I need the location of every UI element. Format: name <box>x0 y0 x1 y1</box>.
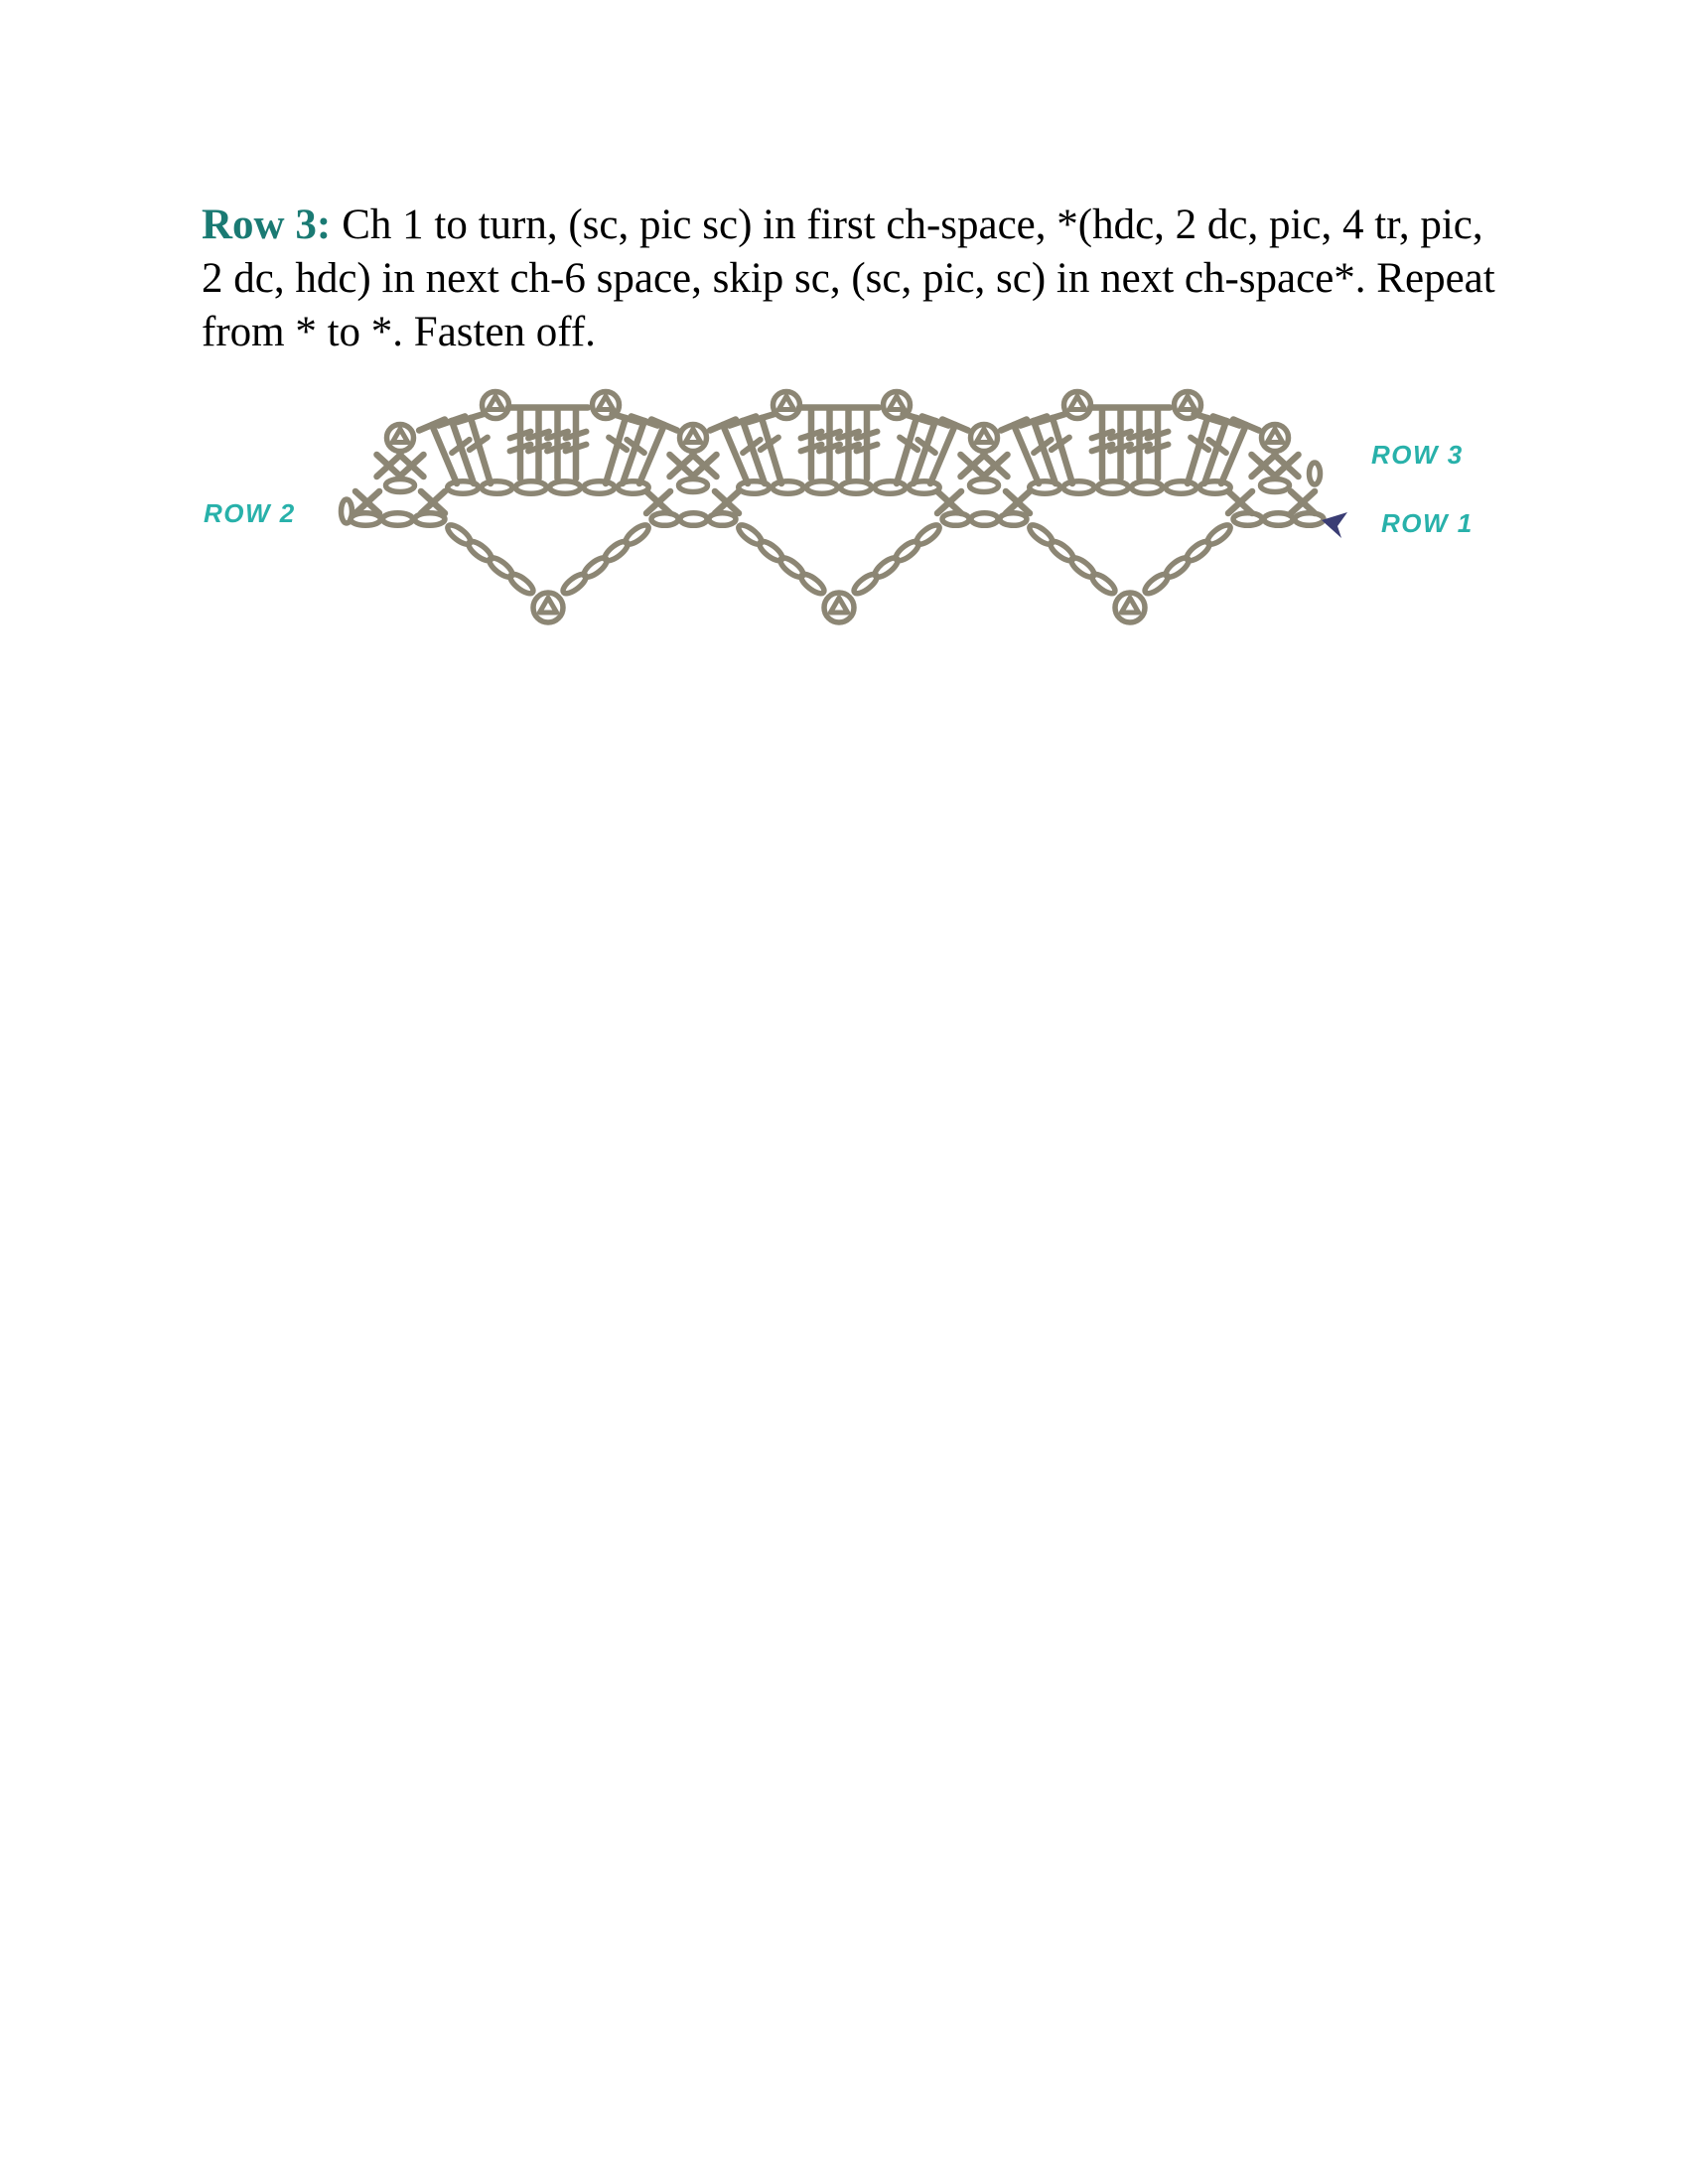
picot-icon <box>387 425 414 452</box>
chain-icon <box>1089 571 1118 597</box>
chain-icon <box>1261 479 1290 492</box>
row-heading: Row 3: <box>202 202 332 248</box>
sc-icon <box>400 455 424 477</box>
picot-icon <box>533 593 563 622</box>
picot-icon <box>971 425 998 452</box>
row1-label: ROW 1 <box>1381 508 1474 538</box>
picot-icon <box>593 392 620 419</box>
chain-icon <box>1295 513 1324 526</box>
chain-icon <box>515 481 546 494</box>
chain-icon <box>970 479 999 492</box>
picot-icon <box>884 392 911 419</box>
chain-icon <box>507 571 536 597</box>
picot-icon <box>1262 425 1289 452</box>
chain-icon <box>1142 571 1171 597</box>
chain-icon <box>382 513 412 526</box>
chain-icon <box>386 479 415 492</box>
chain-icon <box>1097 481 1128 494</box>
chain-icon <box>1166 481 1196 494</box>
sc-icon <box>421 491 445 513</box>
chain-icon <box>851 571 880 597</box>
sc-icon <box>937 491 961 513</box>
sc-icon <box>715 491 739 513</box>
chain-icon <box>584 481 615 494</box>
sc-icon <box>670 455 694 477</box>
chain-icon <box>875 481 906 494</box>
tr-icon <box>510 408 531 478</box>
chain-icon <box>680 513 707 526</box>
sc-icon <box>693 455 717 477</box>
picot-icon <box>1064 392 1091 419</box>
instruction-line-1-text: Ch 1 to turn, (sc, pic sc) in first ch-space, *(hdc, 2 dc, pic, 4 tr, pic, <box>342 202 1483 248</box>
sc-icon <box>961 455 985 477</box>
sc-icon <box>646 491 670 513</box>
sc-icon <box>1006 491 1030 513</box>
chain-icon <box>550 481 581 494</box>
row2-label: ROW 2 <box>204 498 296 528</box>
chain-icon <box>806 481 837 494</box>
picot-icon <box>1175 392 1201 419</box>
chain-icon <box>971 513 998 526</box>
sc-icon <box>984 455 1008 477</box>
tr-icon <box>1092 408 1113 478</box>
chain-icon <box>651 513 678 526</box>
sc-icon <box>1291 491 1315 513</box>
sc-icon <box>1275 455 1299 477</box>
chain-icon <box>482 481 512 494</box>
chain-icon <box>1063 481 1094 494</box>
chain-icon <box>798 571 827 597</box>
chain-icon <box>942 513 969 526</box>
sc-icon <box>1228 491 1252 513</box>
sc-icon <box>377 455 401 477</box>
instruction-line-2: 2 dc, hdc) in next ch-6 space, skip sc, (sc, pic, sc) in next ch-space*. Repeat <box>202 255 1495 302</box>
sc-icon <box>355 491 379 513</box>
picot-icon <box>483 392 509 419</box>
row3-label: ROW 3 <box>1371 440 1464 470</box>
chain-icon <box>1132 481 1163 494</box>
picot-icon <box>774 392 800 419</box>
row1-arrow-icon <box>1322 512 1347 538</box>
picot-icon <box>680 425 707 452</box>
sc-icon <box>1252 455 1276 477</box>
chain-icon <box>560 571 589 597</box>
chain-icon <box>1310 463 1321 484</box>
tr-icon <box>801 408 822 478</box>
chain-icon <box>679 479 708 492</box>
instruction-line-3: from * to *. Fasten off. <box>202 309 596 355</box>
picot-icon <box>824 593 854 622</box>
chain-icon <box>773 481 803 494</box>
picot-icon <box>1115 593 1145 622</box>
chain-icon <box>841 481 872 494</box>
chain-icon <box>1233 513 1262 526</box>
